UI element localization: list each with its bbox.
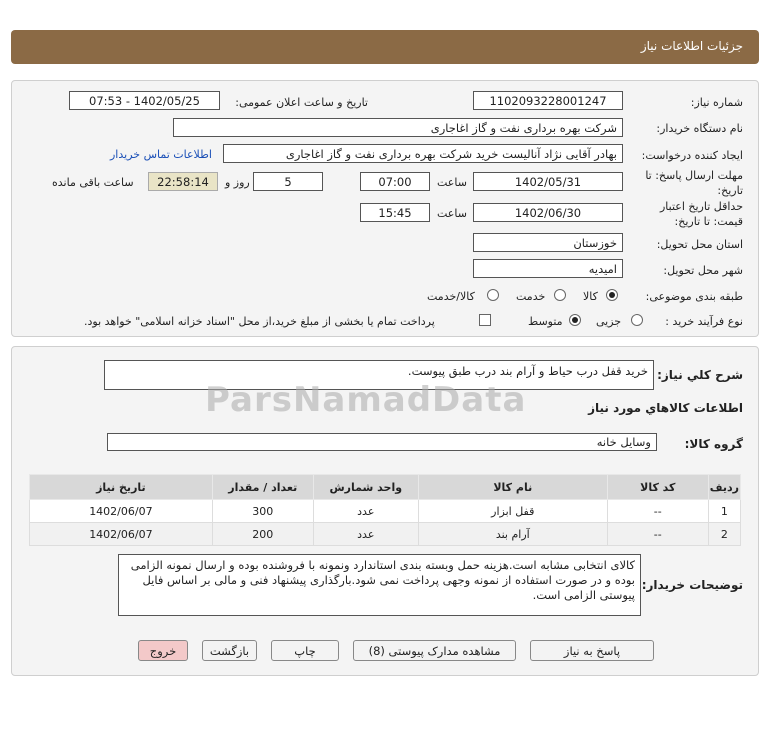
col-qty: تعداد / مقدار bbox=[212, 475, 313, 500]
city-label: شهر محل تحویل: bbox=[663, 264, 743, 277]
category-label: طبقه بندی موضوعی: bbox=[645, 290, 743, 303]
cell-date: 1402/06/07 bbox=[30, 523, 213, 546]
process-option-medium: متوسط bbox=[528, 315, 563, 328]
deadline-label-line2: تاریخ: bbox=[717, 184, 743, 197]
cell-name: قفل ابزار bbox=[418, 500, 607, 523]
goods-section-title: اطلاعات کالاهاي مورد نياز bbox=[588, 401, 743, 415]
process-type-label: نوع فرآیند خرید : bbox=[665, 315, 743, 328]
col-unit: واحد شمارش bbox=[313, 475, 418, 500]
cell-name: آرام بند bbox=[418, 523, 607, 546]
cell-row: 2 bbox=[708, 523, 740, 546]
watermark-logo: ParsNamadData bbox=[205, 380, 527, 420]
announce-datetime-field: 1402/05/25 - 07:53 bbox=[69, 91, 220, 110]
buyer-org-field: شرکت بهره برداری نفت و گاز اغاجاری bbox=[173, 118, 623, 137]
print-button[interactable]: چاپ bbox=[271, 640, 339, 661]
cell-qty: 300 bbox=[212, 500, 313, 523]
deadline-date-field: 1402/05/31 bbox=[473, 172, 623, 191]
cell-code: -- bbox=[607, 523, 708, 546]
attachments-button[interactable]: مشاهده مدارک پیوستی (8) bbox=[353, 640, 516, 661]
table-header-row bbox=[30, 475, 741, 500]
process-option-minor: جزیی bbox=[596, 315, 622, 328]
cell-code: -- bbox=[607, 500, 708, 523]
validity-label-line2: قیمت: تا تاریخ: bbox=[674, 215, 743, 228]
validity-time-field: 15:45 bbox=[360, 203, 430, 222]
table-row bbox=[30, 523, 741, 546]
process-radio-medium[interactable] bbox=[569, 314, 581, 326]
cell-unit: عدد bbox=[313, 500, 418, 523]
goods-table bbox=[29, 474, 741, 546]
process-radio-minor[interactable] bbox=[631, 314, 643, 326]
buyer-notes-label: توضیحات خریدار: bbox=[641, 578, 743, 592]
days-label: روز و bbox=[225, 176, 250, 189]
requester-label: ایجاد کننده درخواست: bbox=[641, 149, 743, 162]
category-radio-goods[interactable] bbox=[606, 289, 618, 301]
description-field: خرید قفل درب حیاط و آرام بند درب طبق پیوست. bbox=[104, 360, 654, 390]
page-title: جزئیات اطلاعات نیاز bbox=[11, 30, 759, 64]
deadline-label-line1: مهلت ارسال پاسخ: تا bbox=[645, 169, 743, 182]
category-option-goods-service: کالا/خدمت bbox=[427, 290, 475, 303]
treasury-payment-note: پرداخت تمام یا بخشی از مبلغ خرید،از محل "اسناد خزانه اسلامی" خواهد بود. bbox=[84, 315, 435, 328]
exit-button[interactable]: خروج bbox=[138, 640, 188, 661]
goods-group-label: گروه کالا: bbox=[684, 437, 743, 451]
province-label: استان محل تحویل: bbox=[656, 238, 743, 251]
cell-date: 1402/06/07 bbox=[30, 500, 213, 523]
need-number-field: 1102093228001247 bbox=[473, 91, 623, 110]
col-row: ردیف bbox=[708, 475, 740, 500]
need-number-label: شماره نیاز: bbox=[690, 96, 743, 109]
reply-button[interactable]: پاسخ به نیاز bbox=[530, 640, 654, 661]
goods-group-field: وسایل خانه bbox=[107, 433, 657, 451]
contact-buyer-link[interactable]: اطلاعات تماس خریدار bbox=[110, 148, 212, 161]
province-field: خوزستان bbox=[473, 233, 623, 252]
remaining-time-label: ساعت باقی مانده bbox=[52, 176, 134, 189]
city-field: امیدیه bbox=[473, 259, 623, 278]
remaining-time-field: 22:58:14 bbox=[148, 172, 218, 191]
category-radio-service[interactable] bbox=[554, 289, 566, 301]
validity-date-field: 1402/06/30 bbox=[473, 203, 623, 222]
description-label: شرح کلي نياز: bbox=[657, 368, 743, 382]
back-button[interactable]: بازگشت bbox=[202, 640, 257, 661]
col-date: تاریخ نیاز bbox=[30, 475, 213, 500]
cell-qty: 200 bbox=[212, 523, 313, 546]
buyer-org-label: نام دستگاه خریدار: bbox=[656, 122, 743, 135]
category-option-service: خدمت bbox=[516, 290, 546, 303]
deadline-time-label: ساعت bbox=[437, 176, 467, 189]
deadline-label bbox=[645, 168, 743, 198]
col-code: کد کالا bbox=[607, 475, 708, 500]
treasury-payment-checkbox[interactable] bbox=[479, 314, 491, 326]
col-name: نام کالا bbox=[418, 475, 607, 500]
buyer-notes-field: کالای انتخابی مشابه است.هزینه حمل وبسته بندی استاندارد ونمونه با فروشنده بوده و ارسال نمونه الزامی بوده و در صورت استفاده از نمونه وجهی پرداخت نمی شود.بارگذاری پیشنهاد فنی و مالی بر اساس فایل پیوستی الزامی است. bbox=[118, 554, 641, 616]
deadline-time-field: 07:00 bbox=[360, 172, 430, 191]
cell-unit: عدد bbox=[313, 523, 418, 546]
category-option-goods: کالا bbox=[583, 290, 598, 303]
table-row bbox=[30, 500, 741, 523]
announce-datetime-label: تاریخ و ساعت اعلان عمومی: bbox=[235, 96, 368, 109]
validity-label-line1: حداقل تاریخ اعتبار bbox=[659, 200, 743, 213]
cell-row: 1 bbox=[708, 500, 740, 523]
category-radio-goods-service[interactable] bbox=[487, 289, 499, 301]
days-field: 5 bbox=[253, 172, 323, 191]
validity-label bbox=[660, 199, 743, 229]
validity-time-label: ساعت bbox=[437, 207, 467, 220]
requester-field: بهادر آقایی نژاد آنالیست خرید شرکت بهره برداری نفت و گاز اغاجاری bbox=[223, 144, 623, 163]
